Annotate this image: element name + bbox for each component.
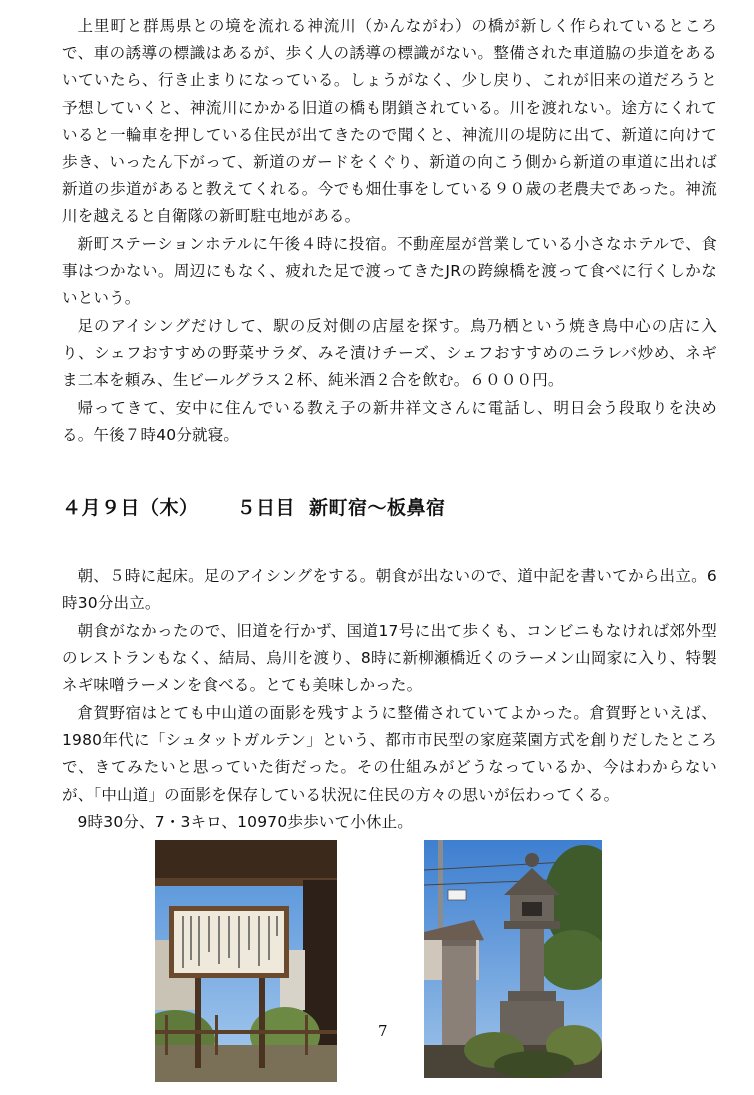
section-heading [62,493,446,523]
paragraph-evening: 帰ってきて、安中に住んでいる教え子の新井祥文さんに電話し、明日会う段取りを決める。午後７時40分就寝。 [62,399,717,445]
heading-day: ５日目 [236,497,296,519]
photo-notice-board [155,840,337,1082]
paragraph-dinner: 足のアイシングだけして、駅の反対側の店屋を探す。鳥乃栖という焼き鳥中心の店に入り、シェフおすすめの野菜サラダ、みそ漬けチーズ、シェフおすすめのニラレバ炒め、ネギま二本を頼み、生ビールグラス２杯、純米酒２合を飲む。６０００円。 [62,317,717,390]
paragraph-hotel: 新町ステーションホテルに午後４時に投宿。不動産屋が営業している小さなホテルで、食事はつかない。周辺にもなく、疲れた足で渡ってきたJRの跨線橋を渡って食べに行くしかないという。 [62,235,717,308]
paragraph-morning: 朝、５時に起床。足のアイシングをする。朝食が出ないので、道中記を書いてから出立。6時30分出立。 [62,567,717,613]
paragraph-breakfast: 朝食がなかったので、旧道を行かず、国道17号に出て歩くも、コンビニもなければ郊外型のレストランもなく、結局、烏川を渡り、8時に新柳瀬橋近くのラーメン山岡家に入り、特製ネギ味噌ラーメンを食べる。とても美味しかった。 [62,622,717,695]
heading-date: ４月９日（木） [62,497,199,519]
heading-route: 新町宿〜板鼻宿 [309,497,446,519]
paragraph-kanna-river: 上里町と群馬県との境を流れる神流川（かんながわ）の橋が新しく作られているところで、車の誘導の標識はあるが、歩く人の誘導の標識がない。整備された車道脇の歩道をあるいていたら、行き止まりになっている。しょうがなく、少し戻り、これが旧来の道だろうと予想していくと、神流川にかかる旧道の橋も閉鎖されている。川を渡れない。途方にくれていると一輪車を押している住民が出てきたので聞くと、神流川の堤防に出て、新道に向けて歩き、いったん下がって、新道のガードをくぐり、新道の向こう側から新道の車道に出れば新道の歩道があると教えてくれる。今でも畑仕事をしている９０歳の老農夫であった。神流川を越えると自衛隊の新町駐屯地がある。 [62,17,717,226]
photo-stone-lantern [424,840,602,1078]
paragraph-kuragano: 倉賀野宿はとても中山道の面影を残すように整備されていてよかった。倉賀野といえば、1980年代に「シュタットガルテン」という、都市市民型の家庭菜園方式を創りだしたところで、きてみたいと思っていた街だった。その仕組みがどうなっているか、今はわからないが、「中山道」の面影を保存している状況に住民の方々の思いが伝わってくる。 [62,704,717,804]
paragraph-rest: 9時30分、7・3キロ、10970歩歩いて小休止。 [77,813,413,831]
page-number: 7 [378,1022,388,1040]
